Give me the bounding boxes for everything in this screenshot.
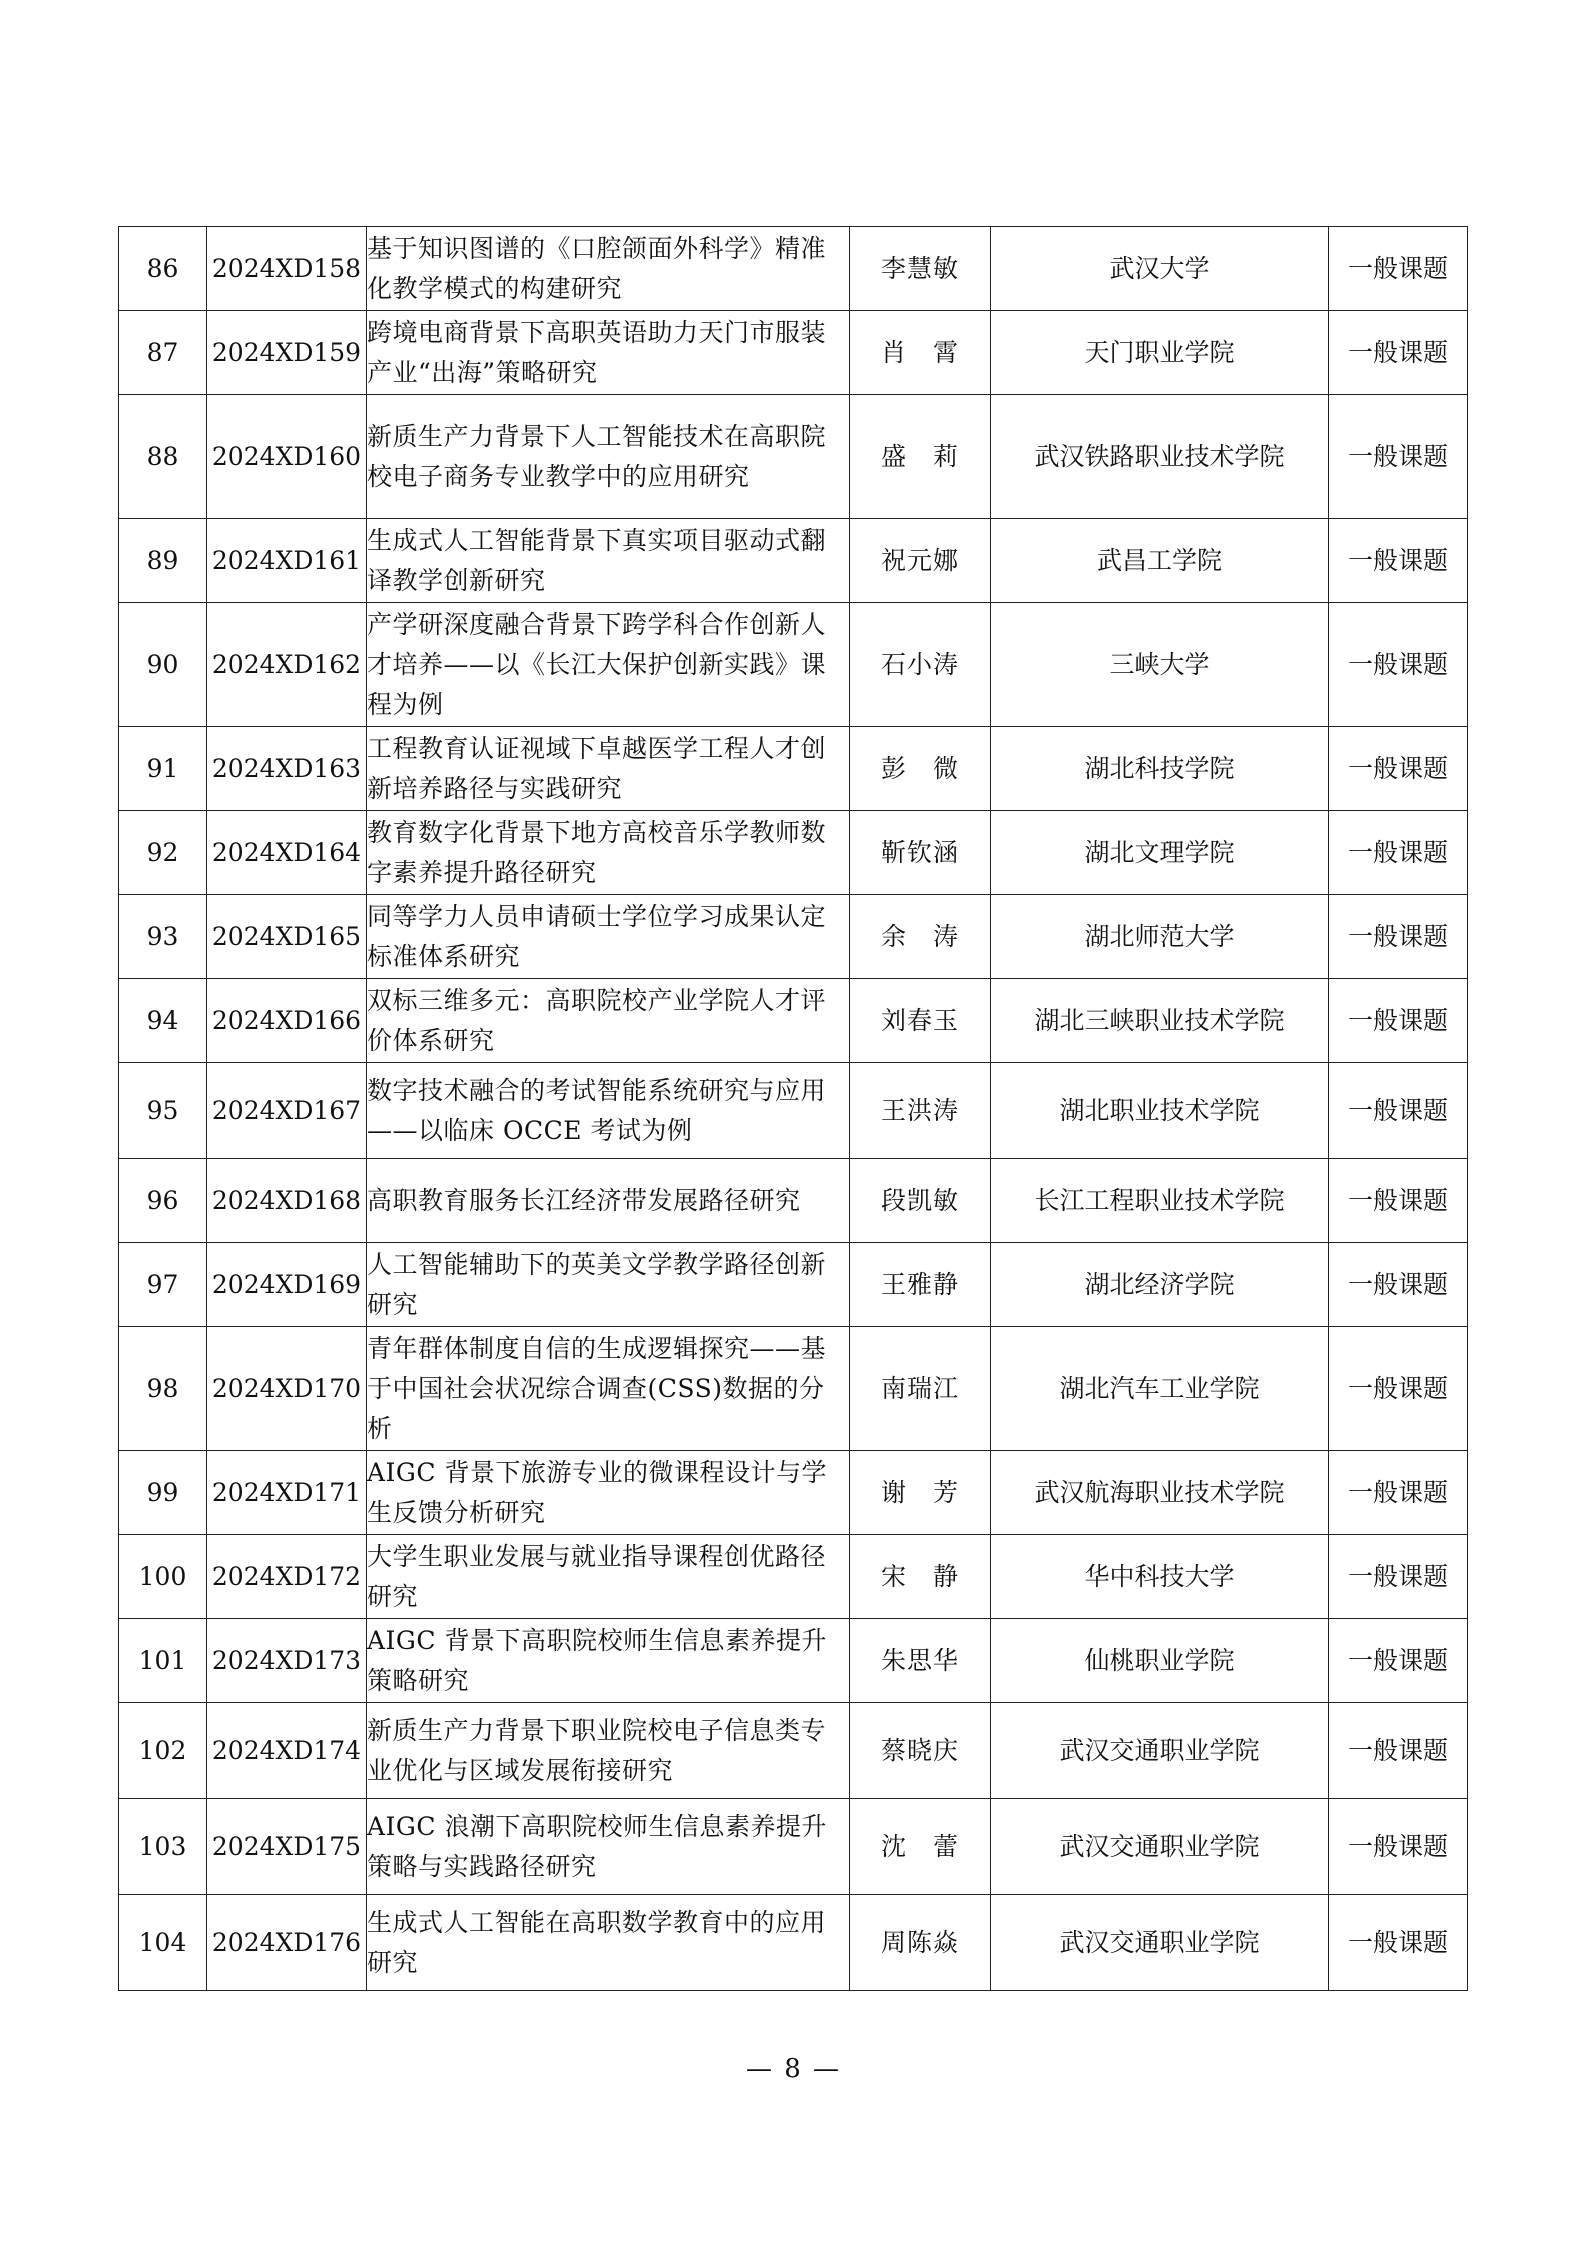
row-number: 87 [119,311,207,395]
principal-name: 周陈焱 [850,1895,991,1991]
project-code: 2024XD166 [207,979,367,1063]
project-code: 2024XD168 [207,1159,367,1243]
project-code: 2024XD174 [207,1703,367,1799]
institution-name: 仙桃职业学院 [991,1619,1329,1703]
table-row [119,979,1468,1063]
project-table [118,226,1468,1991]
table-row [119,1327,1468,1451]
project-type: 一般课题 [1329,519,1468,603]
row-number: 104 [119,1895,207,1991]
row-number: 95 [119,1063,207,1159]
table-row [119,895,1468,979]
principal-name: 肖 霄 [850,311,991,395]
table-row [119,1703,1468,1799]
institution-name: 武汉航海职业技术学院 [991,1451,1329,1535]
row-number: 91 [119,727,207,811]
principal-name: 沈 蕾 [850,1799,991,1895]
project-code: 2024XD163 [207,727,367,811]
project-code: 2024XD158 [207,227,367,311]
principal-name: 南瑞江 [850,1327,991,1451]
table-row [119,1619,1468,1703]
row-number: 96 [119,1159,207,1243]
project-title: 双标三维多元：高职院校产业学院人才评价体系研究 [367,979,850,1063]
project-code: 2024XD160 [207,395,367,519]
project-title: 生成式人工智能背景下真实项目驱动式翻译教学创新研究 [367,519,850,603]
project-title: 数字技术融合的考试智能系统研究与应用——以临床 OCCE 考试为例 [367,1063,850,1159]
institution-name: 湖北汽车工业学院 [991,1327,1329,1451]
project-code: 2024XD164 [207,811,367,895]
project-type: 一般课题 [1329,1535,1468,1619]
project-code: 2024XD169 [207,1243,367,1327]
institution-name: 湖北文理学院 [991,811,1329,895]
project-title: 基于知识图谱的《口腔颌面外科学》精准化教学模式的构建研究 [367,227,850,311]
row-number: 102 [119,1703,207,1799]
table-row [119,1159,1468,1243]
principal-name: 盛 莉 [850,395,991,519]
project-type: 一般课题 [1329,1451,1468,1535]
institution-name: 三峡大学 [991,603,1329,727]
principal-name: 祝元娜 [850,519,991,603]
page-number: — 8 — [745,2054,842,2084]
institution-name: 武昌工学院 [991,519,1329,603]
principal-name: 谢 芳 [850,1451,991,1535]
principal-name: 李慧敏 [850,227,991,311]
principal-name: 宋 静 [850,1535,991,1619]
table-row [119,1535,1468,1619]
project-code: 2024XD162 [207,603,367,727]
project-title: 跨境电商背景下高职英语助力天门市服装产业“出海”策略研究 [367,311,850,395]
table-row [119,227,1468,311]
institution-name: 武汉交通职业学院 [991,1703,1329,1799]
project-title: 大学生职业发展与就业指导课程创优路径研究 [367,1535,850,1619]
institution-name: 湖北职业技术学院 [991,1063,1329,1159]
row-number: 93 [119,895,207,979]
table-row [119,1799,1468,1895]
project-title: AIGC 浪潮下高职院校师生信息素养提升策略与实践路径研究 [367,1799,850,1895]
row-number: 99 [119,1451,207,1535]
project-code: 2024XD159 [207,311,367,395]
project-type: 一般课题 [1329,895,1468,979]
project-type: 一般课题 [1329,1159,1468,1243]
row-number: 101 [119,1619,207,1703]
project-title: AIGC 背景下旅游专业的微课程设计与学生反馈分析研究 [367,1451,850,1535]
project-type: 一般课题 [1329,311,1468,395]
project-title: 产学研深度融合背景下跨学科合作创新人才培养——以《长江大保护创新实践》课程为例 [367,603,850,727]
institution-name: 武汉交通职业学院 [991,1895,1329,1991]
row-number: 86 [119,227,207,311]
project-code: 2024XD175 [207,1799,367,1895]
principal-name: 石小涛 [850,603,991,727]
institution-name: 湖北三峡职业技术学院 [991,979,1329,1063]
principal-name: 彭 微 [850,727,991,811]
project-code: 2024XD176 [207,1895,367,1991]
institution-name: 长江工程职业技术学院 [991,1159,1329,1243]
project-type: 一般课题 [1329,1063,1468,1159]
project-type: 一般课题 [1329,395,1468,519]
project-title: 高职教育服务长江经济带发展路径研究 [367,1159,850,1243]
project-code: 2024XD161 [207,519,367,603]
project-title: 工程教育认证视域下卓越医学工程人才创新培养路径与实践研究 [367,727,850,811]
project-title: 新质生产力背景下人工智能技术在高职院校电子商务专业教学中的应用研究 [367,395,850,519]
project-code: 2024XD165 [207,895,367,979]
project-title: 新质生产力背景下职业院校电子信息类专业优化与区域发展衔接研究 [367,1703,850,1799]
project-title: 人工智能辅助下的英美文学教学路径创新研究 [367,1243,850,1327]
row-number: 88 [119,395,207,519]
project-title: 生成式人工智能在高职数学教育中的应用研究 [367,1895,850,1991]
project-type: 一般课题 [1329,1243,1468,1327]
project-type: 一般课题 [1329,1799,1468,1895]
project-code: 2024XD170 [207,1327,367,1451]
table-row [119,1063,1468,1159]
project-code: 2024XD173 [207,1619,367,1703]
row-number: 89 [119,519,207,603]
table-row [119,811,1468,895]
row-number: 103 [119,1799,207,1895]
table-row [119,311,1468,395]
row-number: 94 [119,979,207,1063]
project-type: 一般课题 [1329,603,1468,727]
institution-name: 天门职业学院 [991,311,1329,395]
table-row [119,1243,1468,1327]
institution-name: 武汉交通职业学院 [991,1799,1329,1895]
project-title: AIGC 背景下高职院校师生信息素养提升策略研究 [367,1619,850,1703]
institution-name: 武汉大学 [991,227,1329,311]
principal-name: 余 涛 [850,895,991,979]
project-code: 2024XD172 [207,1535,367,1619]
project-type: 一般课题 [1329,1703,1468,1799]
row-number: 100 [119,1535,207,1619]
row-number: 98 [119,1327,207,1451]
project-code: 2024XD171 [207,1451,367,1535]
table-body [119,227,1468,1991]
project-code: 2024XD167 [207,1063,367,1159]
project-type: 一般课题 [1329,227,1468,311]
project-type: 一般课题 [1329,1327,1468,1451]
project-type: 一般课题 [1329,979,1468,1063]
project-type: 一般课题 [1329,1895,1468,1991]
principal-name: 刘春玉 [850,979,991,1063]
row-number: 92 [119,811,207,895]
institution-name: 湖北师范大学 [991,895,1329,979]
principal-name: 靳钦涵 [850,811,991,895]
principal-name: 王雅静 [850,1243,991,1327]
institution-name: 湖北经济学院 [991,1243,1329,1327]
table-row [119,519,1468,603]
institution-name: 湖北科技学院 [991,727,1329,811]
principal-name: 朱思华 [850,1619,991,1703]
principal-name: 蔡晓庆 [850,1703,991,1799]
project-type: 一般课题 [1329,811,1468,895]
principal-name: 王洪涛 [850,1063,991,1159]
table-row [119,395,1468,519]
project-title: 同等学力人员申请硕士学位学习成果认定标准体系研究 [367,895,850,979]
row-number: 97 [119,1243,207,1327]
row-number: 90 [119,603,207,727]
project-type: 一般课题 [1329,727,1468,811]
principal-name: 段凯敏 [850,1159,991,1243]
project-title: 教育数字化背景下地方高校音乐学教师数字素养提升路径研究 [367,811,850,895]
table-row [119,1451,1468,1535]
table-row [119,727,1468,811]
table-row [119,1895,1468,1991]
project-type: 一般课题 [1329,1619,1468,1703]
project-title: 青年群体制度自信的生成逻辑探究——基于中国社会状况综合调查(CSS)数据的分析 [367,1327,850,1451]
institution-name: 武汉铁路职业技术学院 [991,395,1329,519]
table-row [119,603,1468,727]
institution-name: 华中科技大学 [991,1535,1329,1619]
